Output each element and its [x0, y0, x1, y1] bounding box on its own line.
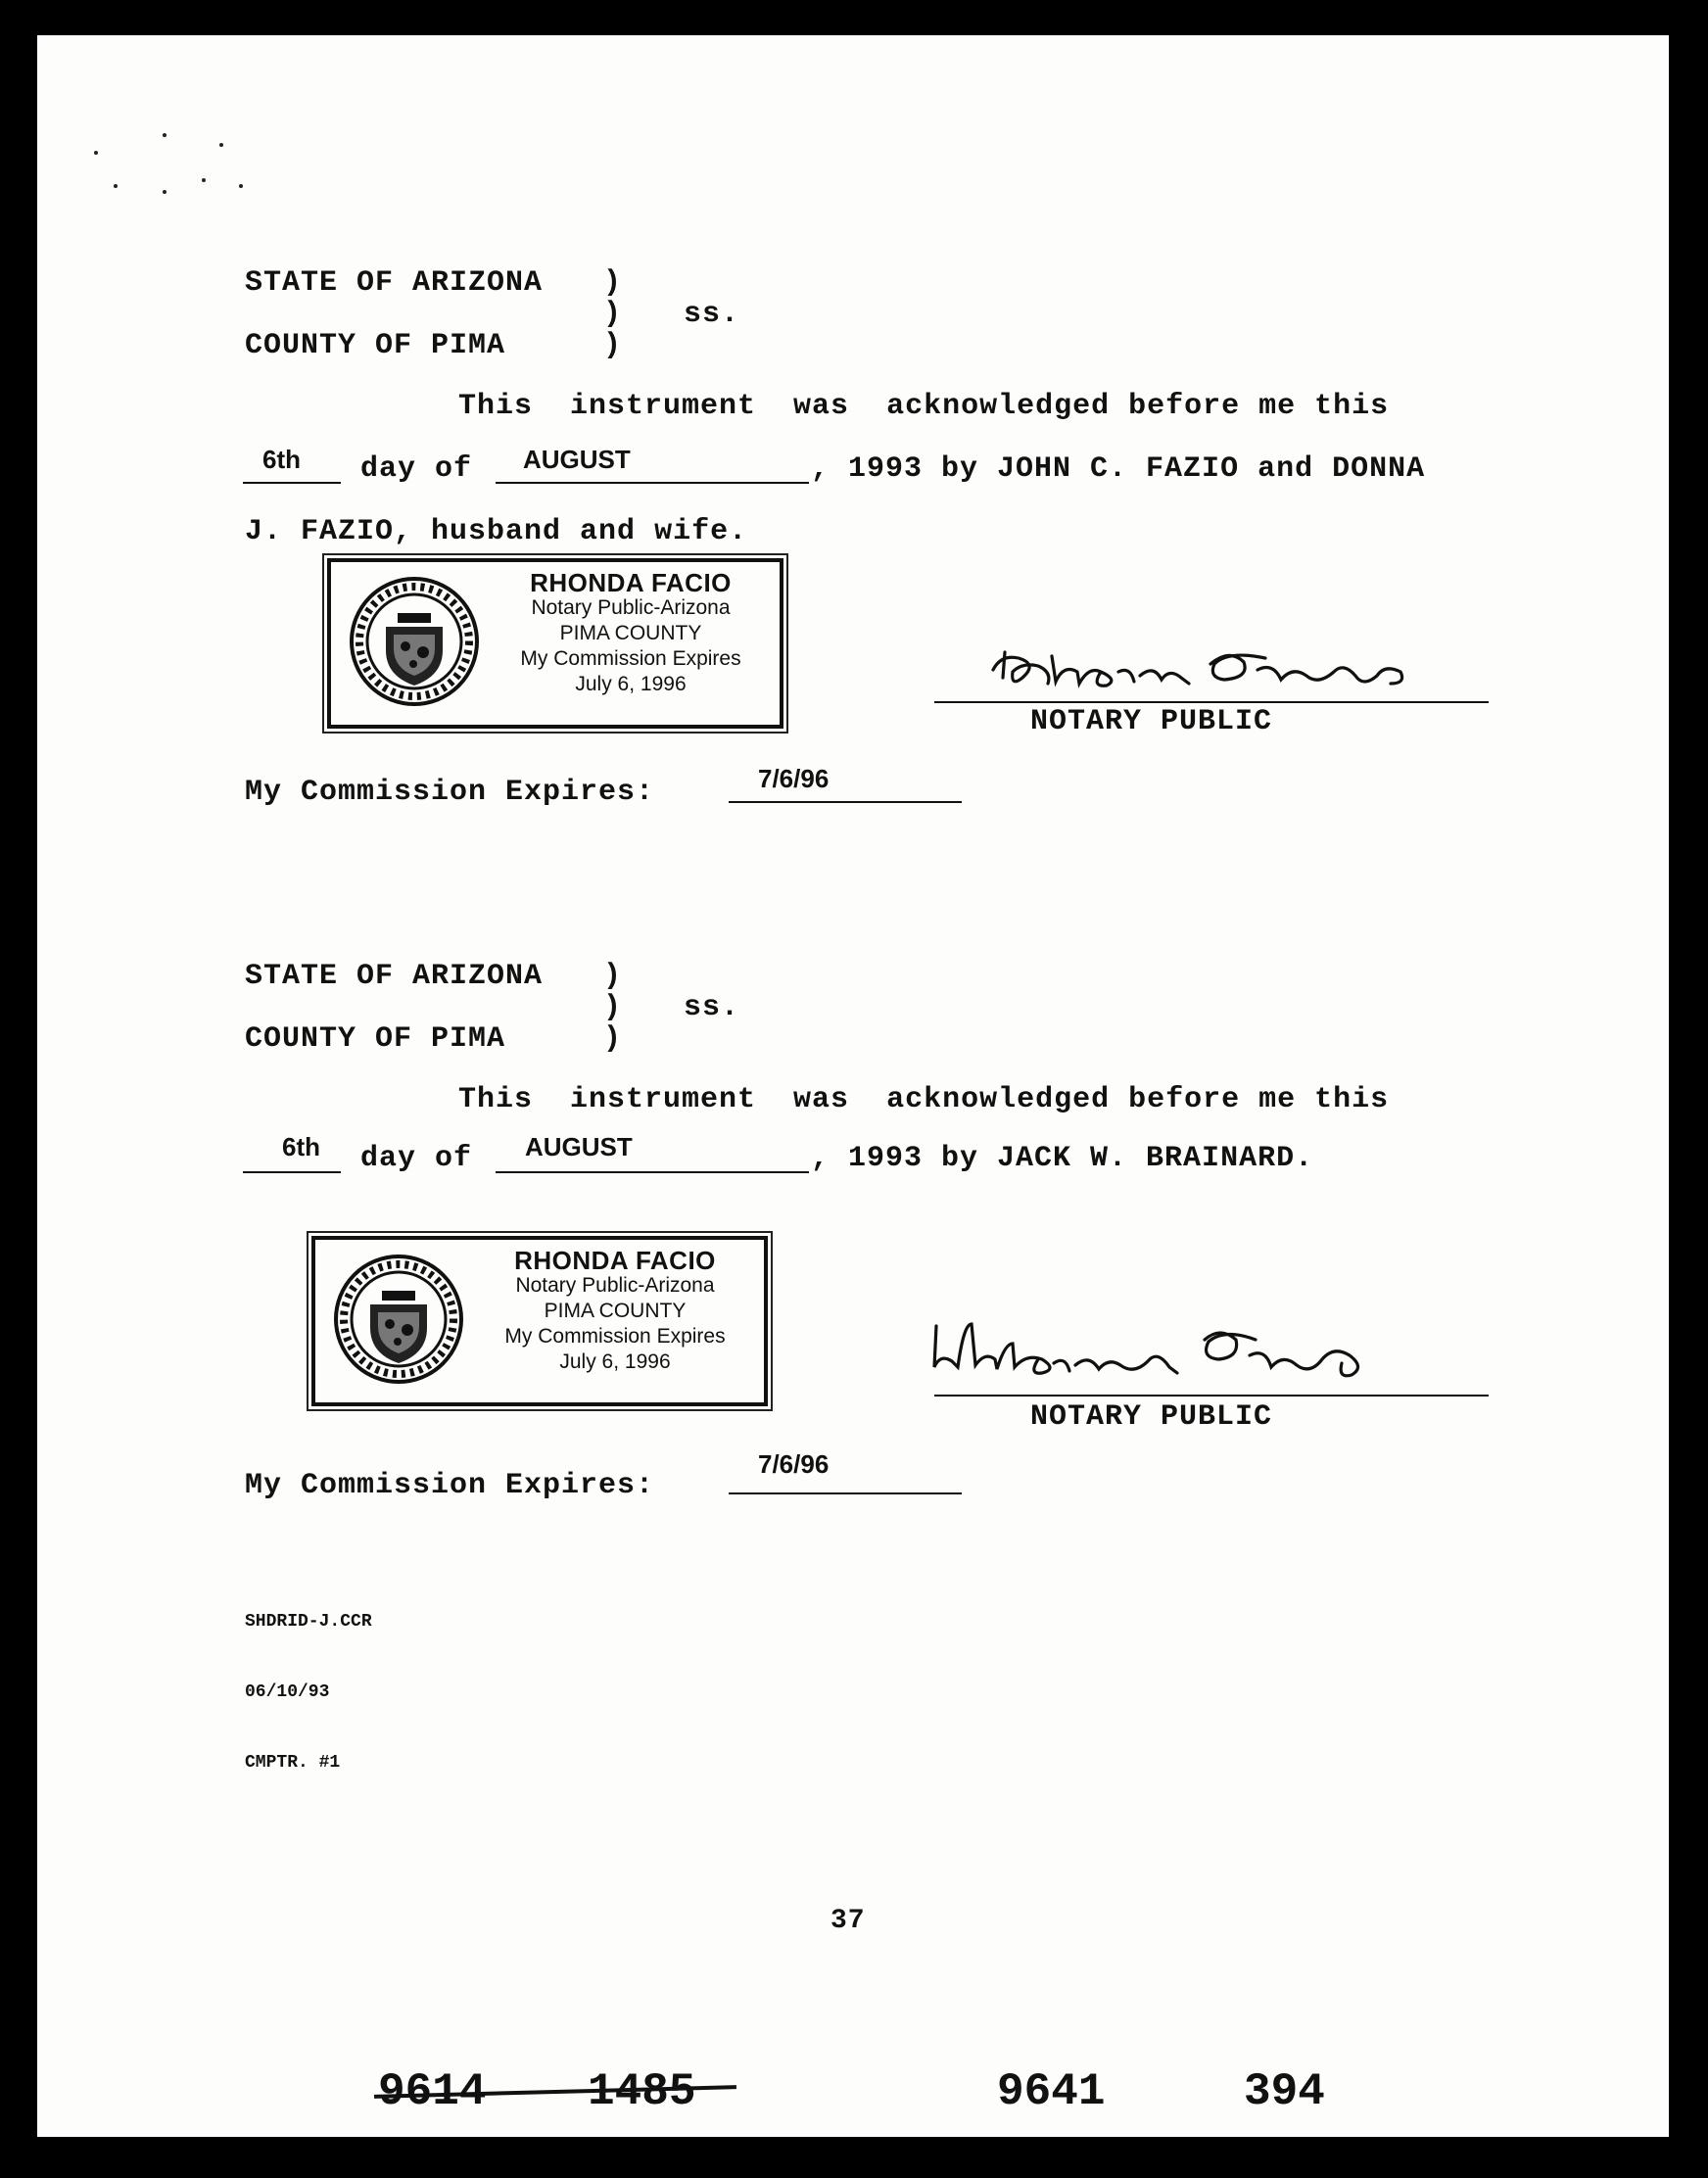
struck-number-left: 9614: [378, 2066, 487, 2117]
state-seal-icon: [331, 1252, 466, 1387]
month-value: AUGUST: [523, 445, 631, 474]
year-and-signers: , 1993 by JOHN C. FAZIO and DONNA: [811, 452, 1426, 486]
struck-number-right: 1485: [588, 2066, 696, 2117]
file-reference-computer: CMPTR. #1: [245, 1753, 341, 1773]
notary-public-label: NOTARY PUBLIC: [1030, 705, 1273, 738]
stamp-county: PIMA COUNTY: [559, 622, 702, 644]
bracket: ): [603, 991, 623, 1024]
notary-stamp: [327, 558, 783, 729]
file-reference-name: SHDRID-J.CCR: [245, 1612, 372, 1632]
commission-underline: [729, 1492, 962, 1494]
notary-signature-1: [954, 593, 1483, 701]
commission-expires-label: My Commission Expires:: [245, 776, 655, 809]
commission-expires-date: 7/6/96: [758, 1449, 830, 1479]
scan-speck: [202, 178, 206, 182]
stamp-county: PIMA COUNTY: [544, 1300, 687, 1322]
stamp-title: Notary Public-Arizona: [515, 1274, 715, 1297]
scan-speck: [163, 133, 166, 137]
day-of-label: day of: [360, 452, 473, 486]
stamp-text: [472, 1248, 758, 1375]
document-number: 9641: [997, 2066, 1106, 2117]
stamp-commission-label: My Commission Expires: [504, 1325, 726, 1348]
county-label: COUNTY OF PIMA: [245, 1022, 506, 1056]
acknowledgment-intro: This instrument was acknowledged before me this: [458, 1083, 1390, 1116]
bracket: ): [603, 1022, 623, 1056]
commission-expires-label: My Commission Expires:: [245, 1469, 655, 1502]
stamp-title: Notary Public-Arizona: [531, 596, 731, 619]
page-sequence-number: 394: [1244, 2066, 1325, 2117]
document-page: [37, 35, 1669, 2137]
stamp-name: RHONDA FACIO: [514, 1246, 716, 1275]
stamp-name: RHONDA FACIO: [530, 568, 732, 597]
county-label: COUNTY OF PIMA: [245, 329, 506, 362]
notary-signature-2: [881, 1285, 1430, 1393]
file-reference: [245, 1563, 372, 1822]
scan-speck: [239, 184, 243, 188]
bracket: ): [603, 329, 623, 362]
commission-underline: [729, 801, 962, 803]
scan-speck: [219, 143, 223, 147]
signers-continuation: J. FAZIO, husband and wife.: [245, 515, 748, 548]
signature-line: [934, 1395, 1489, 1397]
day-value: 6th: [262, 445, 301, 474]
year-and-signer: , 1993 by JACK W. BRAINARD.: [811, 1142, 1314, 1175]
stamp-commission-date: July 6, 1996: [559, 1350, 671, 1373]
ss-label: ss.: [684, 991, 740, 1024]
month-value: AUGUST: [525, 1132, 633, 1161]
notary-stamp: [311, 1236, 768, 1406]
acknowledgment-intro: This instrument was acknowledged before me this: [458, 390, 1390, 423]
day-value: 6th: [282, 1132, 320, 1161]
scan-speck: [94, 151, 98, 155]
scan-speck: [114, 184, 118, 188]
state-seal-icon: [347, 574, 482, 709]
ss-label: ss.: [684, 298, 740, 331]
notary-public-label: NOTARY PUBLIC: [1030, 1400, 1273, 1434]
scan-speck: [163, 190, 166, 194]
state-label: STATE OF ARIZONA: [245, 266, 544, 300]
bracket: ): [603, 960, 623, 993]
stamp-commission-date: July 6, 1996: [575, 673, 687, 695]
file-reference-date: 06/10/93: [245, 1682, 330, 1702]
month-underline: [496, 482, 809, 484]
commission-expires-date: 7/6/96: [758, 764, 830, 793]
day-of-label: day of: [360, 1142, 473, 1175]
day-underline: [243, 1171, 341, 1173]
stamp-text: [488, 570, 774, 697]
month-underline: [496, 1171, 809, 1173]
stamp-commission-label: My Commission Expires: [520, 647, 741, 670]
bracket: ): [603, 266, 623, 300]
bracket: ): [603, 298, 623, 331]
page-number: 37: [830, 1906, 866, 1936]
signature-line: [934, 701, 1489, 703]
state-label: STATE OF ARIZONA: [245, 960, 544, 993]
day-underline: [243, 482, 341, 484]
